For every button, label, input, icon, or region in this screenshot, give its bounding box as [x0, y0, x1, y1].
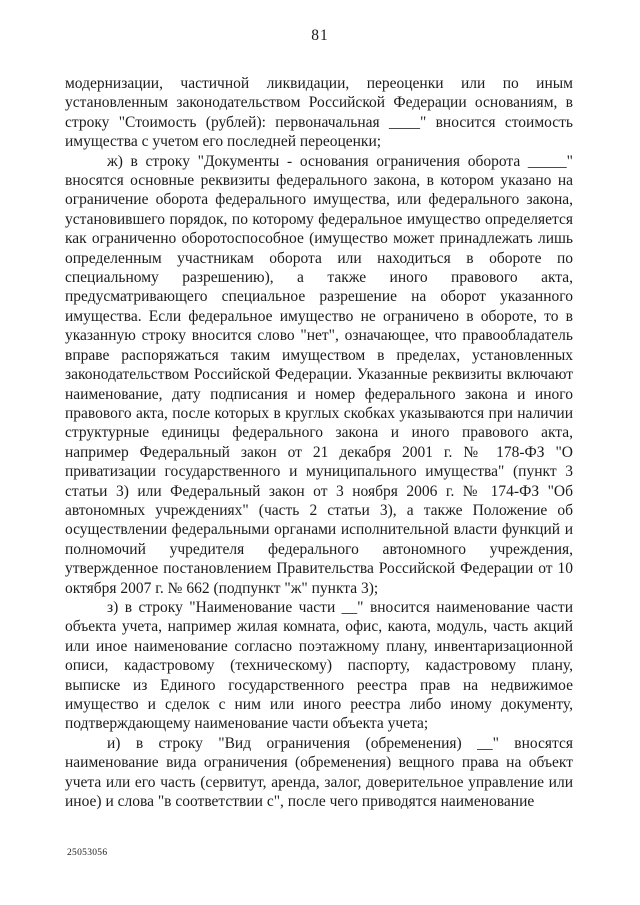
document-paragraph-z: з) в строку "Наименование части __" вносится наименование части объекта учета, например жилая комната, офис, каюта, модуль, часть акций или иное наименование согласно поэтажному плану, инвентаризационной описи, кадастровому (техническому) паспорту, кадастровому плану, выписке из Единого государственного реестра прав на недвижимое имущество и сделок с ним или иного реестра либо иному документу, подтверждающему наименование части объекта учета;: [65, 598, 573, 733]
document-paragraph-continuation: модернизации, частичной ликвидации, переоценки или по иным установленным законодательством Российской Федерации основаниям, в строку "Стоимость (рублей): первоначальная ____" вносится стоимость имущества с учетом его последней переоценки;: [65, 75, 573, 151]
page-number: 81: [311, 27, 329, 44]
document-paragraph-zh: ж) в строку "Документы - основания ограничения оборота _____" вносятся основные реквизиты федерального закона, в котором указано на ограничение оборота федерального имущества, или федерального закона, установившего порядок, по которому федеральное имущество определяется как ограниченно оборотоспособное (имущество может принадлежать лишь определенным участникам оборота или находиться в обороте по специальному разрешению), а также иного правового акта, предусматривающего специальное разрешение на оборот указанного имущества. Если федеральное имущество не ограничено в обороте, то в указанную строку вносится слово "нет", означающее, что правообладатель вправе распоряжаться таким имуществом в пределах, установленных законодательством Российской Федерации. Указанные реквизиты включают наименование, дату подписания и номер федерального закона и иного правового акта, после которых в круглых скобках указываются при наличии структурные единицы федерального закона и иного правового акта, например Федеральный закон от 21 декабря 2001 г. № 178-ФЗ "О приватизации государственного и муниципального имущества" (пункт 3 статьи 3) или Федеральный закон от 3 ноября 2006 г. № 174-ФЗ "Об автономных учреждениях" (часть 2 статьи 3), а также Положение об осуществлении федеральными органами исполнительной власти функций и полномочий учредителя федерального автономного учреждения, утвержденное постановлением Правительства Российской Федерации от 10 октября 2007 г. № 662 (подпункт "ж" пункта 3);: [65, 152, 573, 597]
document-paragraph-i: и) в строку "Вид ограничения (обременения) __" вносятся наименование вида ограничения (обременения) вещного права на объект учета или его часть (сервитут, аренда, залог, доверительное управление или иное) и слова "в соответствии с", после чего приводятся наименование: [65, 734, 573, 811]
document-code: 25053056: [67, 848, 108, 858]
document-body: [65, 74, 573, 811]
